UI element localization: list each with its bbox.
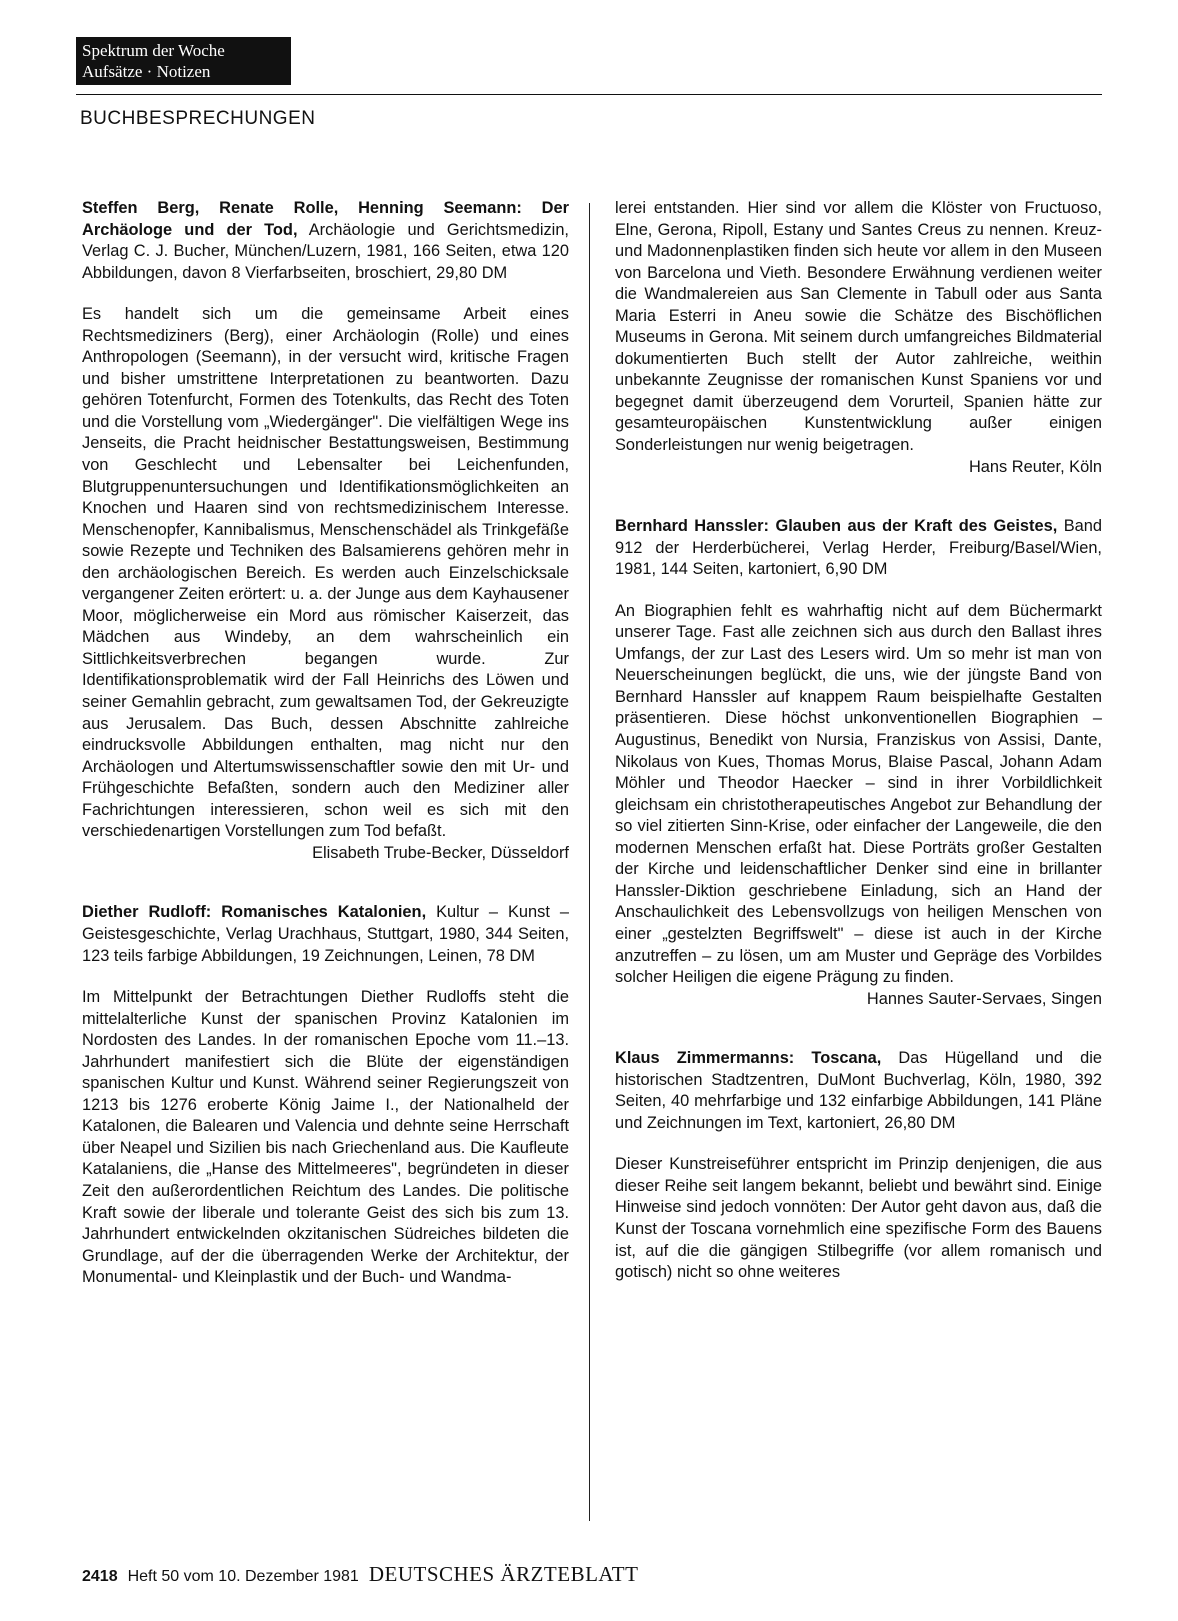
review-citation [615,1048,1102,1134]
review-bibliographic-info: Kultur – Kunst – Geistesgeschichte, Verlag Urachhaus, Stuttgart, 1980, 344 Seiten, 123 teils farbige Abbildungen, 19 Zeichnungen, Leinen, 78 DM [82,903,569,965]
reviewer-signature: Elisabeth Trube-Becker, Düsseldorf [312,843,569,862]
review-bibliographic-info: Archäologie und Gerichtsmedizin, Verlag C. J. Bucher, München/Luzern, 1981, 166 Seiten, etwa 120 Abbildungen, davon 8 Vierfarbseiten, broschiert, 29,80 DM [82,220,569,282]
section-label-line2: Aufsätze · Notizen [82,62,211,81]
review-citation [82,198,569,284]
issue-info: Heft 50 vom 10. Dezember 1981 [127,1568,359,1585]
section-label-box [76,37,291,85]
section-label-line1: Spektrum der Woche [82,41,225,60]
review-body: Im Mittelpunkt der Betrachtungen Diether Rudloffs steht die mittelalterliche Kunst der spanischen Provinz Katalonien im Nordosten des Landes. In der romanischen Epoche vom 11.–13. Jahrhundert manifestiert sich die Blüte der eigenständigen spanischen Kultur und Kunst. Während seiner Regierungszeit von 1213 bis 1276 eroberte König Jaime I., der Nationalheld der Katalonen, die Balearen und Valencia und dehnte seine Herrschaft über Neapel und Sizilien bis nach Griechenland aus. Die Kaufleute Katalaniens, die „Hanse des Mittelmeeres", begründeten in dieser Zeit den außerordentlichen Reichtum des Landes. Die politische Kraft sowie der liberale und tolerante Geist des sich bis zum 13. Jahrhundert entwickelnden okzitanischen Südreiches bildeten die Grundlage, auf der die überragenden Werke der Architektur, der Monumental- und Kleinplastik und der Buch- und Wandma- [82,988,569,1287]
page-number: 2418 [82,1568,118,1585]
left-column [82,198,569,1289]
journal-name: DEUTSCHES ÄRZTEBLATT [368,1562,639,1586]
review-body: Es handelt sich um die gemeinsame Arbeit eines Rechtsmediziners (Berg), einer Archäologin (Rolle) und eines Anthropologen (Seemann), in der versucht wird, kritische Fragen und bisher umstrittene Interpretationen zu beantworten. Dazu gehören Totenfurcht, Formen des Totenkults, das Recht des Toten und die Vorstellung vom „Wiedergänger". Die vielfältigen Wege ins Jenseits, die Pracht heidnischer Bestattungsweisen, Bestimmung von Geschlecht und Lebensalter bei Leichenfunden, Blutgruppenuntersuchungen und Identifikationsmöglichkeiten an Knochen und Haaren sind von rechtsmedizinischem Interesse. Menschenopfer, Kannibalismus, Menschenschädel als Trinkgefäße sowie Rezepte und Techniken des Balsamierens gehören mehr in den archäologischen Bereich. Es werden auch Einzelschicksale vergangener Zeiten erörtert: u. a. der Junge aus dem Kayhausener Moor, möglicherweise ein Mord aus römischer Kaiserzeit, das Mädchen aus Windeby, an dem wahrscheinlich ein Sittlichkeitsverbrechen begangen wurde. Zur Identifikationsproblematik wird der Fall Heinrichs des Löwen und seiner Gemahlin gebracht, zum gewaltsamen Tod, der Gekreuzigte aus Jerusalem. Das Buch, dessen Abschnitte zahlreiche eindrucksvolle Abbildungen enthalten, mag nicht nur den Archäologen und Altertumswissenschaftler sowie den mit Ur- und Frühgeschichte Befaßten, sondern auch den Mediziner aller Fachrichtungen interessieren, schon weil es sich mit den verschiedenartigen Vorstellungen zum Tod befaßt. [82,305,569,841]
review-author-title: Klaus Zimmermanns: Toscana, [615,1049,882,1068]
column-divider [589,203,590,1521]
review-bibliographic-info: Band 912 der Herderbücherei, Verlag Herder, Freiburg/Basel/Wien, 1981, 144 Seiten, kartoniert, 6,90 DM [615,517,1102,579]
review-author-title: Diether Rudloff: Romanisches Katalonien, [82,903,427,922]
review-author-title: Steffen Berg, Renate Rolle, Henning Seemann: Der Archäologe und der Tod, [82,199,569,239]
reviewer-signature: Hans Reuter, Köln [968,457,1102,476]
review-body: An Biographien fehlt es wahrhaftig nicht auf dem Büchermarkt unserer Tage. Fast alle zeichnen sich aus durch den Ballast ihres Umfangs, der zur Last des Lesers wird. Um so mehr ist man von Neuerscheinungen beglückt, die uns, wie der jüngste Band von Bernhard Hanssler auf knappem Raum beispielhafte Gestalten präsentieren. Diese höchst unkonventionellen Biographien – Augustinus, Benedikt von Nursia, Franziskus von Assisi, Dante, Nikolaus von Kues, Thomas Morus, Blaise Pascal, Johann Adam Möhler und Theodor Haecker – sind in ihrer Vorbildlichkeit gleichsam ein christotherapeutisches Angebot zur Behandlung der so viel zitierten Sinn-Krise, oder einfacher der Langeweile, die den modernen Menschen erfaßt hat. Diese Porträts großer Gestalten der Kirche und leidenschaftlicher Denker sind eine in brillanter Hanssler-Diktion geschriebene Einladung, sich an Hand der Anschaulichkeit des Lebensvollzugs von heiligen Menschen von einer „gestelzten Begriffswelt" – diese ist auch in der Kirche anzutreffen – zu lösen, um am Muster und Gepräge des Vorbildes solcher Heiligen die eigene Prägung zu finden. [615,601,1102,987]
review-body-continued: lerei entstanden. Hier sind vor allem die Klöster von Fructuoso, Elne, Gerona, Ripoll, Estany und Santes Creus zu nennen. Kreuz- und Madonnenplastiken finden sich heute vor allem in den Museen von Barcelona und Vieth. Besondere Erwähnung verdienen weiter die Wandmalereien aus San Clemente in Tabull oder aus Santa Maria Esterri in Aneu sowie die Schätze des Bischöflichen Museums in Gerona. Mit seinem durch umfangreiches Bildmaterial dokumentierten Buch stellt der Autor zahlreiche, weithin unbekannte Zeugnisse der romanischen Kunst Spaniens vor und begegnet damit überzeugend dem Vorurteil, Spanien hätte zur gesamteuropäischen Kunstentwicklung außer einigen Sonderleistungen nur wenig beigetragen. [615,199,1102,455]
review-body: Dieser Kunstreiseführer entspricht im Prinzip denjenigen, die aus dieser Reihe seit langem bekannt, beliebt und bewährt sind. Einige Hinweise sind jedoch vonnöten: Der Autor geht davon aus, daß die Kunst der Toscana vornehmlich eine spezifische Form des Bauens ist, auf die die gängigen Stilbegriffe (vor allem romanisch und gotisch) nicht so ohne weiteres [615,1155,1102,1282]
review-author-title: Bernhard Hanssler: Glauben aus der Kraft des Geistes, [615,517,1058,536]
reviewer-signature: Hannes Sauter-Servaes, Singen [866,989,1102,1008]
header-rule [76,94,1102,95]
section-title: BUCHBESPRECHUNGEN [80,108,316,129]
right-column [615,198,1102,1284]
review-citation [82,902,569,967]
page-footer [82,1562,638,1587]
review-citation [615,516,1102,581]
review-bibliographic-info: Das Hügelland und die historischen Stadtzentren, DuMont Buchverlag, Köln, 1980, 392 Seiten, 40 mehrfarbige und 132 einfarbige Abbildungen, 141 Pläne und Zeichnungen im Text, kartoniert, 26,80 DM [615,1049,1102,1132]
